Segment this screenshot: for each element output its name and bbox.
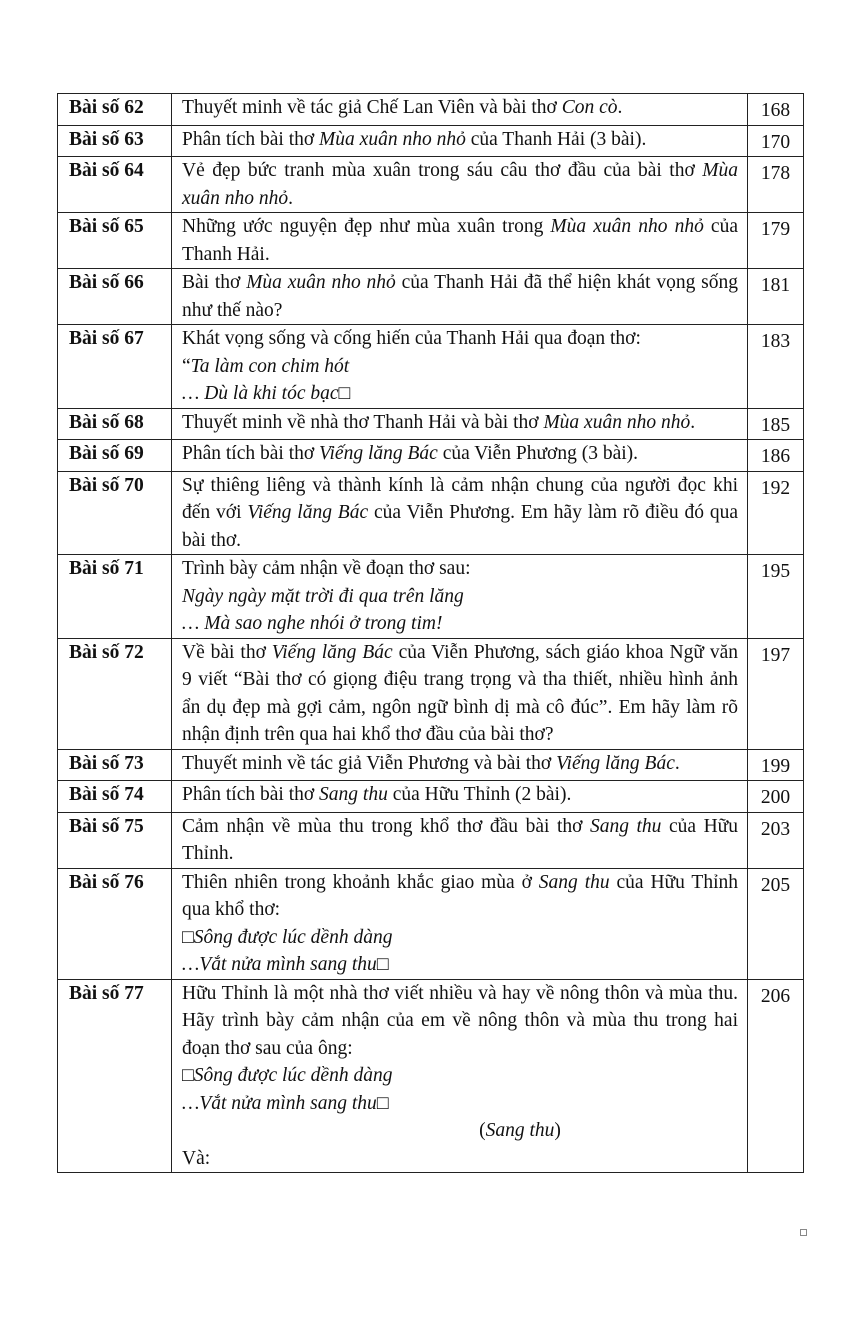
text-segment: . [690, 411, 696, 433]
page-number: 170 [748, 125, 804, 157]
toc-row [58, 125, 804, 157]
italic-title: Sang thu [538, 871, 610, 893]
italic-title: Mùa xuân nho nhỏ [246, 272, 396, 293]
entry-description [172, 749, 748, 781]
entry-description [172, 213, 748, 269]
italic-title: Con cò [561, 97, 618, 118]
text-segment: của Viễn Phương (3 bài). [437, 443, 639, 464]
text-segment: . [617, 97, 623, 118]
toc-row [58, 213, 804, 269]
text-segment: của Thanh Hải. [182, 216, 738, 265]
page-number: 186 [748, 440, 804, 472]
italic-title: Viếng lăng Bác [556, 752, 675, 774]
text-segment: của Hữu Thỉnh qua khổ thơ: [182, 871, 738, 920]
toc-body [58, 94, 804, 1173]
description-line [182, 380, 738, 408]
description-line [182, 813, 738, 868]
toc-row [58, 638, 804, 749]
toc-row [58, 269, 804, 325]
toc-row [58, 868, 804, 979]
entry-description [172, 812, 748, 868]
description-line [182, 924, 738, 952]
page-number: 205 [748, 868, 804, 979]
entry-description [172, 471, 748, 555]
italic-title: Mùa xuân nho nhỏ [319, 128, 466, 150]
text-segment: Khát vọng sống và cống hiến của Thanh Hải qua đoạn thơ: [182, 328, 641, 349]
toc-row [58, 440, 804, 472]
description-line [182, 126, 738, 154]
text-segment: ( [479, 1120, 486, 1141]
toc-row [58, 94, 804, 126]
text-segment: Thuyết minh về tác giả Viễn Phương và bài thơ [182, 752, 557, 774]
toc-row [58, 408, 804, 440]
description-line [182, 325, 738, 353]
description-line [182, 951, 738, 979]
page-number: 183 [748, 325, 804, 409]
page-number: 203 [748, 812, 804, 868]
description-line [182, 1090, 738, 1118]
description-line [182, 213, 738, 268]
table-of-contents [57, 93, 804, 1173]
description-line [182, 869, 738, 924]
end-of-table-marker [800, 1229, 807, 1236]
italic-title: Viếng lăng Bác [319, 443, 438, 464]
page-number: 195 [748, 555, 804, 639]
toc-row [58, 781, 804, 813]
italic-title: … Dù là khi tóc bạc [182, 383, 339, 404]
entry-description [172, 638, 748, 749]
text-segment: ) [554, 1120, 561, 1141]
page-number: 168 [748, 94, 804, 126]
italic-title: Sang thu [319, 784, 388, 805]
description-line [182, 750, 738, 778]
description-line [182, 1062, 738, 1090]
entry-description [172, 325, 748, 409]
italic-title: Ta làm con chim hót [190, 355, 350, 377]
entry-number: Bài số 70 [58, 471, 172, 555]
toc-row [58, 555, 804, 639]
italic-title: Sông được lúc dềnh dàng [193, 1065, 393, 1086]
description-line [182, 639, 738, 749]
description-line [182, 409, 738, 437]
toc-row [58, 471, 804, 555]
italic-title: …Vắt nửa mình sang thu [182, 954, 377, 975]
text-segment: của Thanh Hải (3 bài). [465, 128, 647, 150]
text-segment: của Hữu Thỉnh (2 bài). [387, 784, 572, 805]
page-number: 192 [748, 471, 804, 555]
entry-description [172, 979, 748, 1173]
entry-number: Bài số 68 [58, 408, 172, 440]
text-segment: “ [182, 355, 191, 377]
toc-row [58, 749, 804, 781]
entry-description [172, 408, 748, 440]
text-segment: Và: [182, 1147, 211, 1169]
entry-number: Bài số 69 [58, 440, 172, 472]
description-line [182, 472, 738, 555]
toc-row [58, 812, 804, 868]
page-number: 206 [748, 979, 804, 1173]
entry-number: Bài số 63 [58, 125, 172, 157]
page-number: 185 [748, 408, 804, 440]
italic-title: Sang thu [589, 815, 662, 837]
italic-title: Sông được lúc dềnh dàng [193, 926, 393, 948]
description-line [182, 781, 738, 809]
text-segment: Thuyết minh về tác giả Chế Lan Viên và bài thơ [182, 97, 562, 118]
text-segment: của Viễn Phương. Em hãy làm rõ điều đó qua bài thơ. [182, 502, 738, 551]
entry-number: Bài số 64 [58, 157, 172, 213]
text-segment: Những ước nguyện đẹp như mùa xuân trong [182, 216, 551, 237]
entry-number: Bài số 76 [58, 868, 172, 979]
entry-description [172, 125, 748, 157]
text-segment: Hữu Thỉnh là một nhà thơ viết nhiều và hay về nông thôn và mùa thu. Hãy trình bày cảm nhận của em về nông thôn và mùa thu trong hai đoạn thơ sau của ông: [182, 982, 738, 1059]
description-line [182, 269, 738, 324]
entry-number: Bài số 65 [58, 213, 172, 269]
toc-row [58, 157, 804, 213]
entry-number: Bài số 74 [58, 781, 172, 813]
text-segment: của Viễn Phương, sách giáo khoa Ngữ văn 9 viết “Bài thơ có giọng điệu trang trọng và tha thiết, nhiều hình ảnh ẩn dụ đẹp mà gợi cảm, ngôn ngữ bình dị mà cô đúc”. Em hãy làm rõ nhận định trên qua hai khổ thơ đầu của bài thơ? [182, 641, 738, 745]
description-line [182, 440, 738, 468]
toc-row [58, 979, 804, 1173]
description-line [182, 353, 738, 381]
entry-number: Bài số 71 [58, 555, 172, 639]
text-segment: của Hữu Thỉnh. [182, 815, 738, 864]
page-number: 200 [748, 781, 804, 813]
italic-title: … Mà sao nghe nhói ở trong tim! [182, 613, 443, 634]
description-line [182, 555, 738, 583]
italic-title: Viếng lăng Bác [271, 641, 393, 663]
entry-description [172, 440, 748, 472]
italic-title: Mùa xuân nho nhỏ [182, 160, 738, 209]
italic-title: …Vắt nửa mình sang thu [182, 1092, 377, 1114]
text-segment: Về bài thơ [182, 641, 272, 663]
page-number: 199 [748, 749, 804, 781]
entry-number: Bài số 75 [58, 812, 172, 868]
text-segment: . [288, 187, 294, 209]
description-line [182, 583, 738, 611]
page-number: 179 [748, 213, 804, 269]
italic-title: Mùa xuân nho nhỏ [543, 411, 691, 433]
description-line [182, 157, 738, 212]
description-line [182, 610, 738, 638]
text-segment: Vẻ đẹp bức tranh mùa xuân trong sáu câu thơ đầu của bài thơ [182, 160, 703, 181]
description-line [182, 1117, 738, 1145]
text-segment: của Thanh Hải đã thể hiện khát vọng sống như thế nào? [182, 272, 738, 321]
entry-description [172, 781, 748, 813]
description-line [182, 980, 738, 1063]
italic-title: Viếng lăng Bác [247, 502, 369, 523]
text-segment: Phân tích bài thơ [182, 784, 320, 805]
description-line [182, 94, 738, 122]
text-segment: Phân tích bài thơ [182, 128, 320, 150]
entry-number: Bài số 77 [58, 979, 172, 1173]
entry-description [172, 868, 748, 979]
entry-number: Bài số 72 [58, 638, 172, 749]
text-segment: □ [338, 383, 351, 404]
text-segment: □ [376, 954, 389, 975]
entry-description [172, 157, 748, 213]
text-segment: □ [182, 926, 194, 948]
description-line [182, 1145, 738, 1173]
entry-description [172, 269, 748, 325]
italic-title: Ngày ngày mặt trời đi qua trên lăng [182, 585, 464, 607]
entry-description [172, 555, 748, 639]
text-segment: Sự thiêng liêng và thành kính là cảm nhận chung của người đọc khi đến với [182, 474, 738, 523]
italic-title: Sang thu [485, 1120, 555, 1141]
entry-number: Bài số 67 [58, 325, 172, 409]
text-segment: Bài thơ [182, 272, 247, 293]
entry-number: Bài số 66 [58, 269, 172, 325]
text-segment: □ [182, 1065, 194, 1086]
text-segment: Trình bày cảm nhận về đoạn thơ sau: [182, 558, 471, 579]
text-segment: Phân tích bài thơ [182, 443, 320, 464]
entry-number: Bài số 62 [58, 94, 172, 126]
text-segment: Cảm nhận về mùa thu trong khổ thơ đầu bài thơ [182, 815, 590, 837]
text-segment: Thiên nhiên trong khoảnh khắc giao mùa ở [182, 871, 539, 893]
entry-description [172, 94, 748, 126]
text-segment: □ [376, 1092, 389, 1114]
toc-row [58, 325, 804, 409]
page-number: 178 [748, 157, 804, 213]
text-segment: Thuyết minh về nhà thơ Thanh Hải và bài thơ [182, 411, 544, 433]
entry-number: Bài số 73 [58, 749, 172, 781]
page-number: 181 [748, 269, 804, 325]
page-number: 197 [748, 638, 804, 749]
italic-title: Mùa xuân nho nhỏ [550, 216, 704, 237]
text-segment: . [674, 752, 680, 774]
